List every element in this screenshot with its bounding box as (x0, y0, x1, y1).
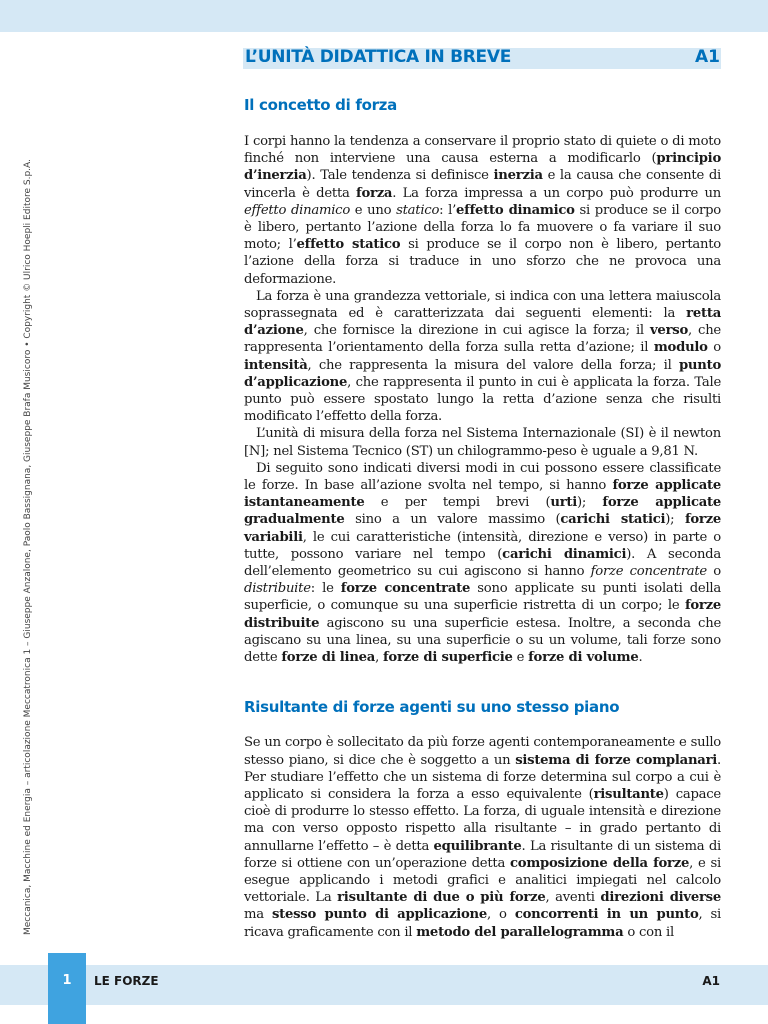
text-run: sono applicate su punti isolati della superficie, o comunque su una superficie ristretta di un corpo; le (244, 581, 721, 614)
text-run: sino a un valore massimo ( (344, 512, 561, 528)
top-band (0, 0, 768, 32)
text-run: La forza è una grandezza vettoriale, si indica con una lettera maiuscola soprassegnata ed è caratterizzata dai seguenti elementi: la (244, 288, 721, 322)
text-run: ); (665, 512, 685, 528)
chapter-title: LE FORZE (94, 974, 159, 988)
text-run: e uno (350, 202, 397, 218)
bold-term: composizione della forze (510, 855, 690, 871)
text-run: e per tempi brevi ( (364, 495, 551, 511)
paragraph (244, 734, 721, 940)
text-run: agiscono su una superficie estesa. Inoltre, a seconda che agiscano su una linea, su una superficie o su un volume, tali forze sono dette (244, 615, 721, 666)
bold-term: carichi statici (560, 512, 666, 528)
bold-term: stesso punto di applicazione (271, 907, 488, 923)
main-content (244, 96, 721, 941)
bold-term: forza (356, 185, 393, 201)
paragraph (244, 133, 721, 288)
text-run: e (512, 650, 529, 666)
text-run: , che rappresenta la misura del valore della forza; il (307, 357, 679, 373)
text-run: ). Tale tendenza si definisce (306, 168, 494, 184)
page-number: 1 (62, 973, 72, 988)
bold-term: effetto statico (296, 237, 401, 253)
bold-term: direzioni diverse (600, 890, 722, 906)
bold-term: modulo (653, 340, 708, 356)
copyright-credit: Meccanica, Macchine ed Energia – articolazione Meccatronica 1 – Giuseppe Anzalone, Paolo Bassignana, Giuseppe Brafa Musicoro • Copyright © Ulrico Hoepli Editore S.p.A. (23, 159, 33, 935)
section-title-risultante: Risultante di forze agenti su uno stesso piano (244, 698, 620, 717)
bold-term: forze di superficie (383, 650, 513, 666)
bold-term: intensità (244, 357, 308, 373)
text-run: . (638, 650, 643, 666)
text-run: , aventi (545, 890, 601, 906)
text-run: , che fornisce la direzione in cui agisce la forza; il (303, 323, 651, 339)
text-run: L’unità di misura della forza nel Sistema Internazionale (SI) è il newton [N]; nel Sistema Tecnico (ST) un chilogrammo-peso è uguale a 9,81 N. (244, 426, 721, 459)
text-run: Se un corpo è sollecitato da più forze agenti contemporaneamente e sullo stesso piano, si dice che è soggetto a un (244, 735, 721, 768)
text-run: , che rappresenta il punto in cui è applicata la forza. Tale punto può essere spostato lungo la retta d’azione senza che risulti modificato l’effetto della forza. (244, 374, 721, 425)
bold-term: sistema di forze complanari (515, 752, 718, 768)
section-title-concetto-forza: Il concetto di forza (244, 96, 397, 114)
text-run: . La forza impressa a un corpo può produrre un (392, 185, 721, 201)
text-run: , si ricava graficamente con il (244, 907, 722, 940)
text-run: si produce se il corpo non è libero, pertanto l’azione della forza si traduce in uno sforzo che ne provoca una deformazione. (244, 237, 721, 287)
text-run: ); (577, 495, 603, 511)
text-run: ). A seconda dell’elemento geometrico su cui agiscono si hanno (244, 546, 721, 580)
bold-term: urti (550, 495, 577, 511)
text-run: . Per studiare l’effetto che un sistema di forze determina sul corpo a cui è applicato si considera la forza a esso equivalente ( (244, 752, 721, 802)
bold-term: risultante di due o più forze (337, 890, 546, 906)
bold-term: forze applicate gradualmente (244, 495, 722, 528)
footer-unit-code: A1 (702, 974, 720, 988)
bold-term: effetto dinamico (456, 202, 575, 218)
text-run: Di seguito sono indicati diversi modi in cui possono essere classificate le forze. In base all’azione svolta nel tempo, si hanno (244, 460, 721, 494)
page-number-tab (48, 953, 86, 1024)
text-run: e la causa che consente di vincerla è detta (244, 168, 721, 201)
italic-term: distribuite (244, 581, 311, 597)
text-run: ) capace cioè di produrre lo stesso effetto. La forza, di uguale intensità e direzione ma con verso opposto rispetto alla risultante – in grado pertanto di annullarne l’effetto – è detta (244, 786, 721, 854)
text-run: I corpi hanno la tendenza a conservare il proprio stato di quiete o di moto finché non interviene una causa esterna a modificarlo ( (244, 134, 721, 167)
text-run: : l’ (439, 202, 457, 218)
italic-term: statico (396, 202, 440, 218)
bold-term: carichi dinamici (502, 546, 627, 562)
bold-term: concorrenti in un punto (514, 907, 699, 923)
bold-term: inerzia (493, 168, 543, 184)
bold-term: forze applicate istantaneamente (244, 478, 721, 511)
unit-title: L’UNITÀ DIDATTICA IN BREVE (245, 47, 512, 67)
text-run: , o (487, 907, 515, 923)
italic-term: forze concentrate (590, 564, 707, 580)
text-run: , che rappresenta l’orientamento della forza sulla retta d’azione; il (244, 323, 721, 356)
bold-term: verso (650, 323, 688, 339)
text-run: si produce se il corpo è libero, pertanto l’azione della forza lo fa muovere o fa variare il suo moto; l’ (244, 202, 721, 253)
text-run: , (375, 650, 383, 666)
bold-term: forze variabili (244, 512, 721, 545)
bold-term: forze distribuite (244, 598, 721, 631)
bold-term: principio d’inerzia (244, 151, 721, 184)
paragraph (244, 460, 721, 666)
paragraph (244, 288, 721, 426)
text-run: o con il (623, 924, 674, 940)
bold-term: retta d’azione (244, 306, 721, 339)
bold-term: punto d’applicazione (244, 357, 721, 390)
bold-term: forze concentrate (340, 581, 471, 597)
bold-term: forze di linea (281, 650, 376, 666)
text-run: o (707, 340, 721, 356)
text-run: . La risultante di un sistema di forze si ottiene con un’operazione detta (244, 838, 721, 871)
unit-code: A1 (695, 47, 720, 67)
text-run: ma (244, 907, 272, 923)
bold-term: metodo del parallelogramma (416, 924, 624, 940)
text-run: , e si esegue applicando i metodi grafici e analitici impiegati nel calcolo vettoriale. La (244, 855, 721, 906)
bold-term: forze di volume (528, 650, 639, 666)
bold-term: equilibrante (433, 838, 522, 854)
italic-term: effetto dinamico (244, 202, 351, 218)
text-run: : le (310, 581, 341, 597)
text-run: o (706, 564, 721, 580)
paragraph (244, 425, 721, 459)
text-run: , le cui caratteristiche (intensità, direzione e verso) in parte o tutte, possono variare nel tempo ( (244, 529, 721, 562)
bold-term: risultante (593, 786, 664, 802)
